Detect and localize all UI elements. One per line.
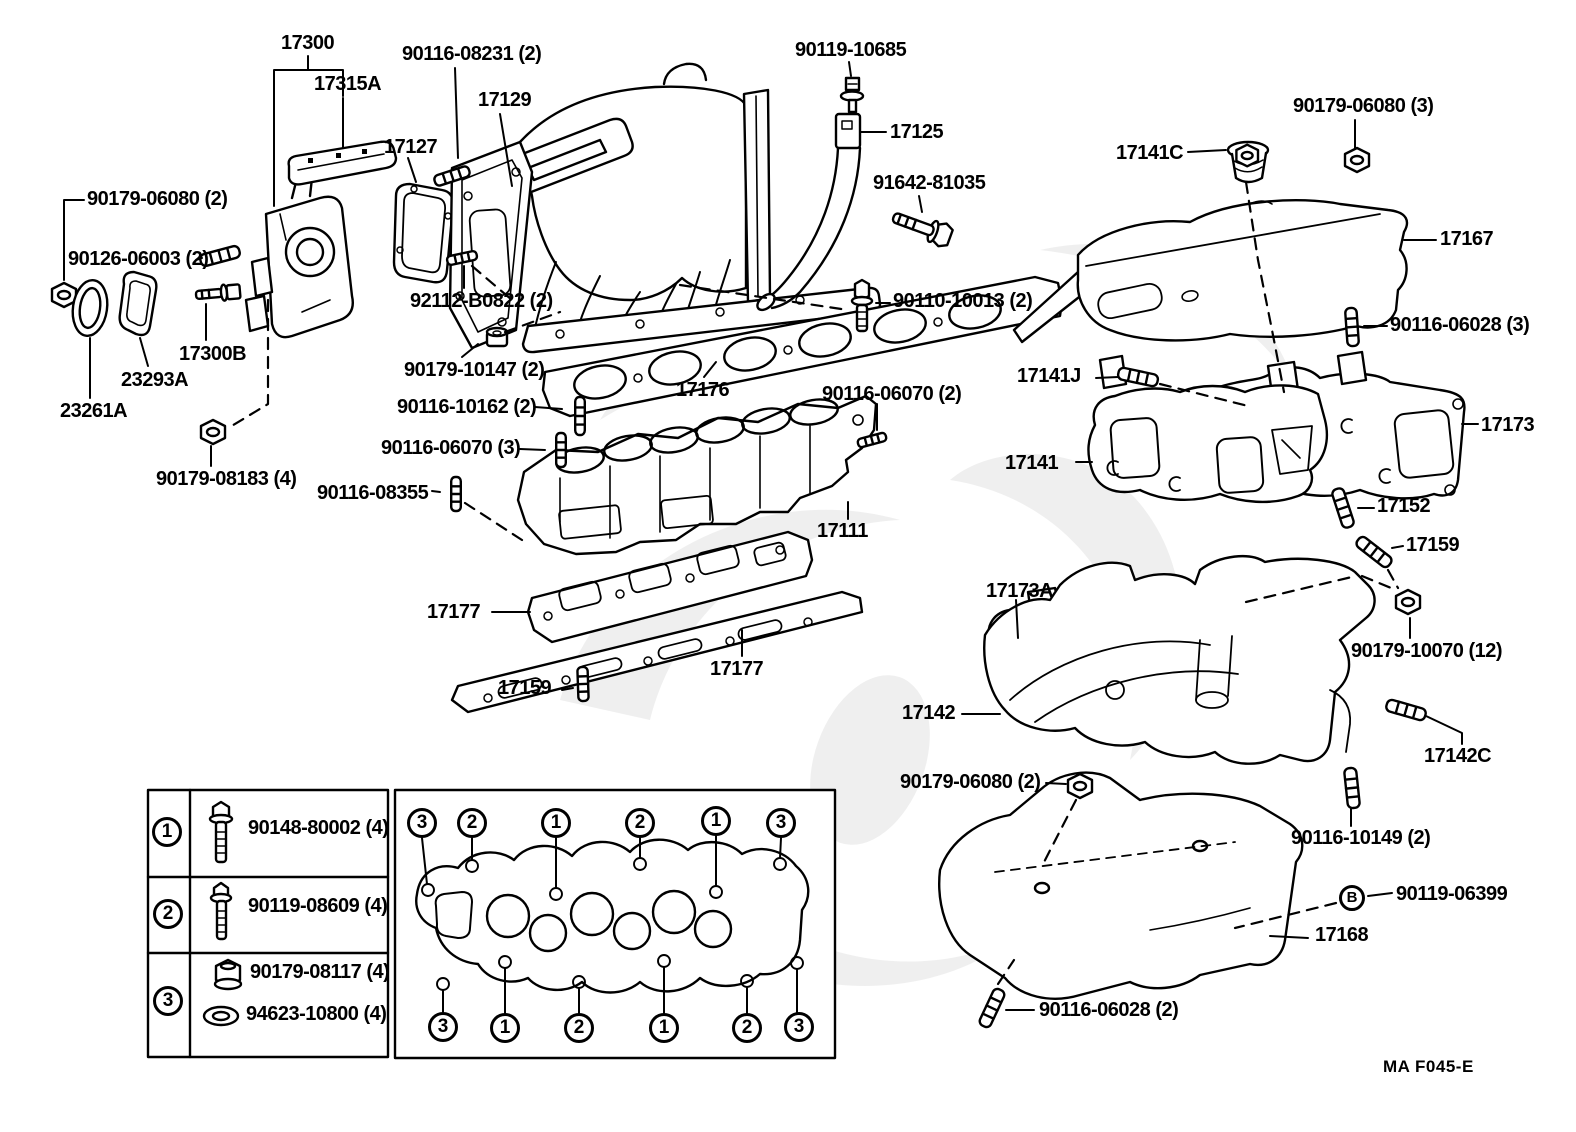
gasket-17127-drawing xyxy=(394,184,453,282)
part-label-90179-06080-2b: 90179-06080 (2) xyxy=(900,771,1041,793)
part-label-90116-06070-2: 90116-06070 (2) xyxy=(822,383,962,405)
part-label-90126-06003: 90126-06003 (2) xyxy=(68,248,209,270)
stud-90116-06070-icon xyxy=(556,433,566,467)
part-label-17315A: 17315A xyxy=(314,73,382,95)
part-label-17127: 17127 xyxy=(384,136,438,158)
part-label-92112-B0822: 92112-B0822 (2) xyxy=(410,290,553,312)
stud-17159-icon xyxy=(577,667,588,701)
part-label-17142C: 17142C xyxy=(1424,745,1492,767)
nut-90179-06080-icon xyxy=(1236,145,1258,167)
part-label-17125: 17125 xyxy=(890,121,944,143)
part-label-90110-10013: 90110-10013 (2) xyxy=(893,290,1033,312)
part-label-90179-06080-2a: 90179-06080 (2) xyxy=(87,188,228,210)
callout-callout-top-4: 2 xyxy=(625,808,655,838)
stud-90116-06028-icon xyxy=(978,987,1006,1028)
part-label-17176: 17176 xyxy=(676,379,730,401)
part-label-17129: 17129 xyxy=(478,89,532,111)
part-label-90116-06028-3: 90116-06028 (3) xyxy=(1390,314,1530,336)
callout-bolt-b: B xyxy=(1339,885,1365,911)
part-label-17111: 17111 xyxy=(817,520,868,542)
capnut-90179-10147-icon xyxy=(487,328,507,346)
part-label-90179-08117: 90179-08117 (4) xyxy=(250,961,390,983)
part-label-90116-10149: 90116-10149 (2) xyxy=(1291,827,1431,849)
part-label-90179-10070: 90179-10070 (12) xyxy=(1351,640,1503,662)
part-label-91642-81035: 91642-81035 xyxy=(873,172,986,194)
callout-callout-bot-2: 1 xyxy=(490,1013,520,1043)
part-label-17300: 17300 xyxy=(281,32,335,54)
part-label-94623-10800: 94623-10800 (4) xyxy=(246,1003,387,1025)
part-label-23293A: 23293A xyxy=(121,369,189,391)
callout-callout-bot-4: 1 xyxy=(649,1013,679,1043)
part-label-90179-08183: 90179-08183 (4) xyxy=(156,468,297,490)
part-label-90119-08609: 90119-08609 (4) xyxy=(248,895,388,917)
part-label-17177-b: 17177 xyxy=(710,658,764,680)
callout-callout-bot-6: 3 xyxy=(784,1012,814,1042)
part-label-17159-m: 17159 xyxy=(498,677,552,699)
part-label-17300B: 17300B xyxy=(179,343,247,365)
callout-legend-1: 1 xyxy=(152,817,182,847)
stud-90116-08355-icon xyxy=(451,477,461,511)
nut-90179-10070-icon xyxy=(1396,590,1420,614)
part-label-23261A: 23261A xyxy=(60,400,128,422)
heat-insulator-17168-drawing xyxy=(939,773,1302,999)
callout-callout-top-2: 2 xyxy=(457,808,487,838)
throttle-body-drawing xyxy=(246,178,353,337)
part-label-90116-10162: 90116-10162 (2) xyxy=(397,396,537,418)
callout-callout-top-5: 1 xyxy=(701,806,731,836)
part-label-90148-80002: 90148-80002 (4) xyxy=(248,817,389,839)
stud-17159-icon xyxy=(1355,535,1394,569)
part-label-17159-r: 17159 xyxy=(1406,534,1460,556)
part-label-90179-06080-3: 90179-06080 (3) xyxy=(1293,95,1434,117)
part-label-90116-08231: 90116-08231 (2) xyxy=(402,43,542,65)
part-label-17141C: 17141C xyxy=(1116,142,1184,164)
stud-90116-10162-icon xyxy=(575,397,585,435)
nut-90179-06080-icon xyxy=(1345,148,1369,172)
callout-legend-3: 3 xyxy=(153,986,183,1016)
part-label-17141J: 17141J xyxy=(1017,365,1081,387)
part-label-17152: 17152 xyxy=(1377,495,1431,517)
part-label-17168: 17168 xyxy=(1315,924,1369,946)
callout-callout-top-1: 3 xyxy=(407,808,437,838)
part-label-90119-06399: 90119-06399 xyxy=(1396,883,1508,905)
bolt-17300B-icon xyxy=(195,283,240,303)
washer-icon xyxy=(204,1007,238,1025)
part-label-17167: 17167 xyxy=(1440,228,1494,250)
part-label-90179-10147: 90179-10147 (2) xyxy=(404,359,545,381)
part-label-90116-06070-3: 90116-06070 (3) xyxy=(381,437,521,459)
part-label-90116-08355: 90116-08355 xyxy=(317,482,429,504)
part-label-17142: 17142 xyxy=(902,702,956,724)
nut-90179-06080-icon xyxy=(1068,774,1092,798)
part-label-diagram-code: MA F045-E xyxy=(1383,1057,1474,1076)
stud-90116-10149-icon xyxy=(1344,767,1360,808)
callout-callout-bot-1: 3 xyxy=(428,1012,458,1042)
stud-90116-06028-icon xyxy=(1345,308,1359,347)
part-label-17173A: 17173A xyxy=(986,580,1054,602)
part-label-17177-l: 17177 xyxy=(427,601,481,623)
part-label-90119-10685: 90119-10685 xyxy=(795,39,907,61)
callout-callout-bot-3: 2 xyxy=(564,1013,594,1043)
part-label-17173: 17173 xyxy=(1481,414,1535,436)
stud-17142C-icon xyxy=(1385,699,1427,722)
flange-nut-icon xyxy=(215,960,241,989)
nut-90179-08183-icon xyxy=(201,420,225,444)
part-label-17141: 17141 xyxy=(1005,452,1059,474)
callout-callout-top-6: 3 xyxy=(766,808,796,838)
part-label-90116-06028-2: 90116-06028 (2) xyxy=(1039,999,1179,1021)
callout-legend-2: 2 xyxy=(153,899,183,929)
callout-callout-bot-5: 2 xyxy=(732,1013,762,1043)
callout-callout-top-3: 1 xyxy=(541,808,571,838)
